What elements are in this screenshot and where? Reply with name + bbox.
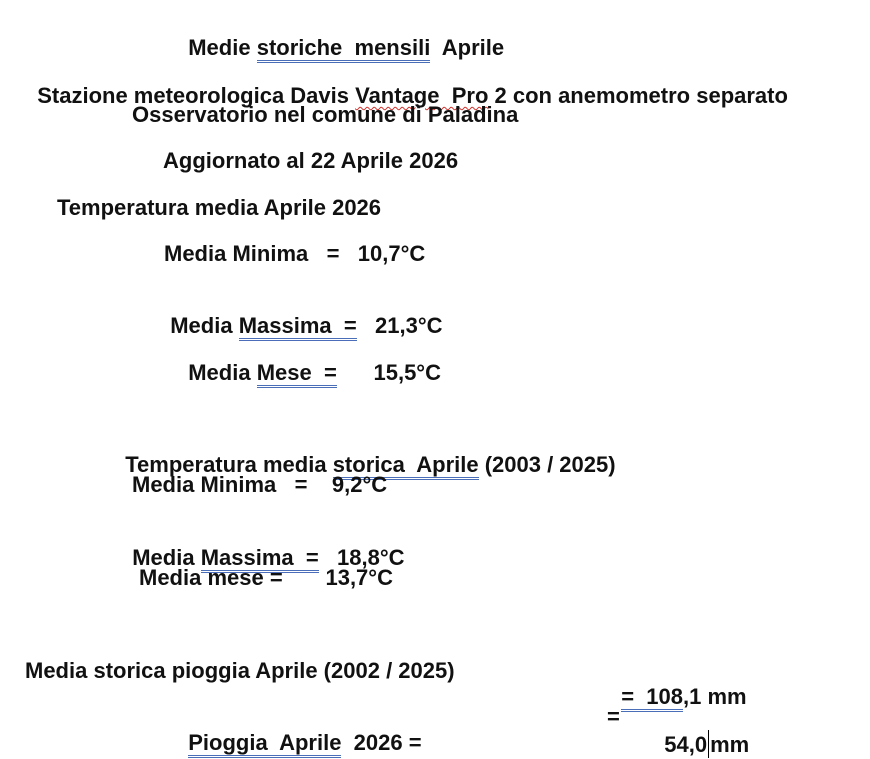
station-line [25, 57, 788, 108]
historical-heading-underlined: storica Aprile [333, 452, 479, 480]
current-month-heading: Temperatura media Aprile 2026 [57, 195, 382, 220]
rain-current-year: 2026 = [341, 730, 422, 755]
current-min-line: Media Minima = 10,7°C [164, 241, 426, 266]
rain-current-label [176, 704, 422, 755]
historical-max-underlined: Massima = [201, 545, 319, 573]
rain-current-unit: mm [710, 732, 750, 757]
station-spellcheck-word: Vantage Pro [355, 83, 489, 108]
observatory-line: Osservatorio nel comune di Paladina [132, 102, 519, 127]
current-mean-underlined: Mese = [257, 360, 337, 388]
current-max-label: Media [170, 313, 239, 338]
current-mean-label: Media [188, 360, 257, 385]
historical-min-line: Media Minima = 9,2°C [132, 472, 388, 497]
rain-historical-value [609, 658, 747, 709]
text-cursor [708, 730, 709, 758]
historical-heading-part: (2003 / 2025) [478, 452, 616, 477]
rain-historical-label: Media storica pioggia Aprile (2002 / 2025) [25, 658, 455, 683]
rain-historical-tail: ,1 mm [683, 684, 747, 709]
updated-line: Aggiornato al 22 Aprile 2026 [163, 148, 459, 173]
station-part: 2 con anemometro separato [488, 83, 788, 108]
title-part: Medie [188, 35, 257, 60]
historical-max-line [120, 519, 405, 570]
historical-heading-part: Temperatura media [125, 452, 333, 477]
page-title [176, 9, 505, 60]
current-max-value: 21,3°C [356, 313, 443, 338]
current-mean-line [176, 334, 441, 385]
station-part: Stazione meteorologica Davis [37, 83, 356, 108]
current-mean-value: 15,5°C [336, 360, 441, 385]
title-underlined: storiche mensili [257, 35, 431, 63]
current-max-underlined: Massima = [239, 313, 357, 341]
title-part: Aprile [430, 35, 505, 60]
current-max-line [158, 287, 443, 338]
rain-current-value: 54,0 [664, 732, 708, 757]
rain-current-equals: = [607, 704, 620, 729]
rain-current-underlined: Pioggia Aprile [188, 730, 341, 758]
historical-mean-line: Media mese = 13,7°C [139, 565, 393, 590]
historical-heading [113, 426, 616, 477]
rain-current-value-line[interactable] [652, 704, 750, 757]
rain-historical-underlined: = 108 [621, 684, 683, 712]
historical-max-value: 18,8°C [318, 545, 405, 570]
historical-max-label: Media [132, 545, 201, 570]
